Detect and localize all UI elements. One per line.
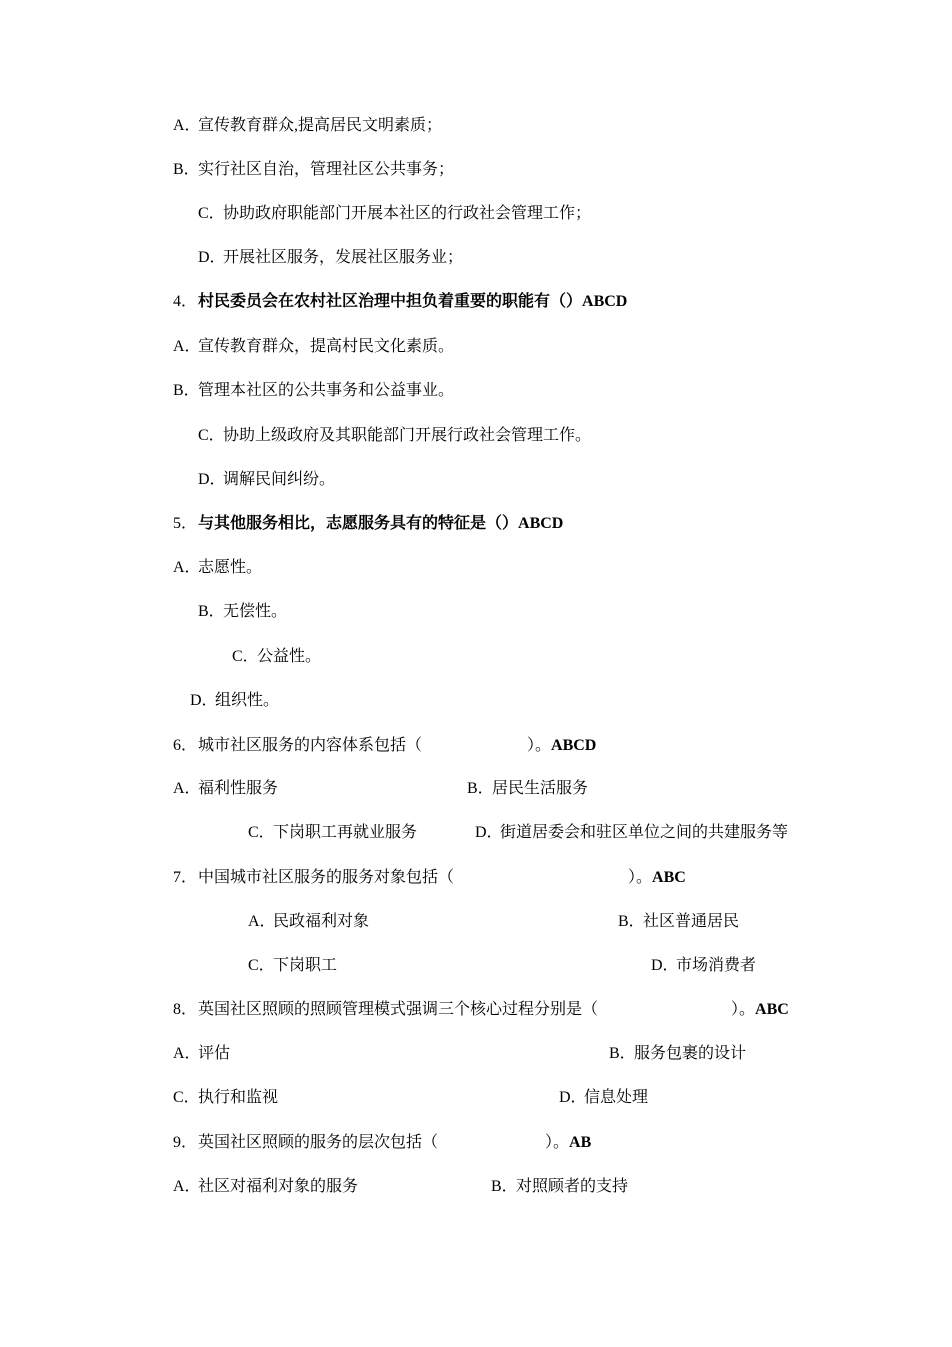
q4-option-b <box>173 381 454 401</box>
q9-blank-close <box>545 1133 591 1153</box>
option-label: B． <box>173 161 200 178</box>
option-text: 服务包裹的设计 <box>634 1045 747 1062</box>
q9-option-b <box>491 1177 628 1197</box>
option-label: A． <box>173 117 201 134</box>
option-text: 执行和监视 <box>198 1089 279 1106</box>
q8-option-b <box>609 1044 746 1064</box>
option-label: B． <box>618 913 645 930</box>
option-label: B． <box>198 603 225 620</box>
option-text: 民政福利对象 <box>273 913 370 930</box>
q8-option-d <box>559 1088 648 1108</box>
option-text: 社区普通居民 <box>643 913 740 930</box>
question-number: 8． <box>173 1001 198 1018</box>
answer-key: ABC <box>652 869 686 886</box>
question-stem: 英国社区照顾的照顾管理模式强调三个核心过程分别是（ <box>198 1001 599 1018</box>
q9-option-a <box>173 1177 358 1197</box>
blank-close: ）。 <box>628 869 653 886</box>
option-text: 调解民间纠纷。 <box>223 471 336 488</box>
option-label: C． <box>173 1089 200 1106</box>
option-label: D． <box>190 692 218 709</box>
q6-option-d <box>475 823 788 843</box>
option-text: 社区对福利对象的服务 <box>198 1178 359 1195</box>
option-text: 福利性服务 <box>198 780 279 797</box>
option-label: A． <box>173 338 201 355</box>
option-text: 管理本社区的公共事务和公益事业。 <box>198 382 455 399</box>
answer-key: ABC <box>755 1001 789 1018</box>
option-text: 街道居委会和驻区单位之间的共建服务等 <box>500 824 789 841</box>
q6-option-a <box>173 779 278 799</box>
question-number: 6． <box>173 737 198 754</box>
option-text: 组织性。 <box>215 692 280 709</box>
q8-option-c <box>173 1088 278 1108</box>
q7-option-c <box>248 956 337 976</box>
question-number: 5． <box>173 515 198 532</box>
q5-option-c <box>232 647 321 667</box>
answer-key: ABCD <box>582 293 628 310</box>
option-label: C． <box>198 427 225 444</box>
option-label: A． <box>173 1045 201 1062</box>
option-text: 宣传教育群众，提高村民文化素质。 <box>198 338 455 355</box>
option-text: 下岗职工 <box>273 957 338 974</box>
option-text: 评估 <box>198 1045 231 1062</box>
q5-stem-line <box>173 514 563 534</box>
question-stem: 英国社区照顾的服务的层次包括（ <box>198 1134 439 1151</box>
option-label: A． <box>173 559 201 576</box>
q8-stem-line <box>173 1000 598 1020</box>
q6-option-b <box>467 779 588 799</box>
question-stem: 城市社区服务的内容体系包括（ <box>198 737 423 754</box>
question-stem: 中国城市社区服务的服务对象包括（ <box>198 869 455 886</box>
q4-option-a <box>173 337 454 357</box>
option-label: B． <box>173 382 200 399</box>
blank-close: ）。 <box>527 737 552 754</box>
q7-stem-line <box>173 868 454 888</box>
question-stem: 村民委员会在农村社区治理中担负着重要的职能有（） <box>198 293 583 310</box>
q3-option-b <box>173 160 454 180</box>
option-text: 对照顾者的支持 <box>516 1178 629 1195</box>
question-number: 4． <box>173 293 198 310</box>
option-text: 协助上级政府及其职能部门开展行政社会管理工作。 <box>223 427 592 444</box>
option-text: 宣传教育群众,提高居民文明素质； <box>198 117 443 134</box>
option-label: C． <box>248 957 275 974</box>
q7-option-d <box>651 956 756 976</box>
option-text: 开展社区服务，发展社区服务业； <box>223 249 464 266</box>
option-text: 无偿性。 <box>223 603 288 620</box>
option-label: A． <box>173 1178 201 1195</box>
blank-close: ）。 <box>545 1134 570 1151</box>
option-text: 实行社区自治，管理社区公共事务； <box>198 161 455 178</box>
option-label: C． <box>198 205 225 222</box>
option-label: D． <box>559 1089 587 1106</box>
q4-option-d <box>198 470 335 490</box>
option-text: 居民生活服务 <box>492 780 589 797</box>
option-text: 公益性。 <box>257 648 322 665</box>
question-number: 7． <box>173 869 198 886</box>
option-text: 市场消费者 <box>676 957 757 974</box>
q6-blank-close <box>527 736 596 756</box>
option-text: 信息处理 <box>584 1089 649 1106</box>
option-label: C． <box>248 824 275 841</box>
option-label: D． <box>198 249 226 266</box>
option-label: B． <box>609 1045 636 1062</box>
option-text: 志愿性。 <box>198 559 263 576</box>
q5-option-a <box>173 558 262 578</box>
q4-option-c <box>198 426 591 446</box>
option-label: D． <box>475 824 503 841</box>
option-text: 下岗职工再就业服务 <box>273 824 418 841</box>
answer-key: AB <box>569 1134 592 1151</box>
q9-stem-line <box>173 1133 438 1153</box>
answer-key: ABCD <box>551 737 597 754</box>
blank-close: ）。 <box>731 1001 756 1018</box>
option-label: D． <box>651 957 679 974</box>
question-stem: 与其他服务相比，志愿服务具有的特征是（） <box>198 515 519 532</box>
option-label: B． <box>491 1178 518 1195</box>
option-label: C． <box>232 648 259 665</box>
q5-option-b <box>198 602 287 622</box>
q5-option-d <box>190 691 279 711</box>
q7-blank-close <box>628 868 686 888</box>
option-label: D． <box>198 471 226 488</box>
option-label: A． <box>248 913 276 930</box>
option-text: 协助政府职能部门开展本社区的行政社会管理工作； <box>223 205 592 222</box>
question-number: 9． <box>173 1134 198 1151</box>
q3-option-c <box>198 204 591 224</box>
q6-option-c <box>248 823 417 843</box>
q4-stem-line <box>173 292 627 312</box>
q6-stem-line <box>173 736 422 756</box>
option-label: A． <box>173 780 201 797</box>
q3-option-a <box>173 116 442 136</box>
q3-option-d <box>198 248 463 268</box>
q8-option-a <box>173 1044 230 1064</box>
q8-blank-close <box>731 1000 789 1020</box>
answer-key: ABCD <box>518 515 564 532</box>
q7-option-a <box>248 912 369 932</box>
q7-option-b <box>618 912 739 932</box>
option-label: B． <box>467 780 494 797</box>
